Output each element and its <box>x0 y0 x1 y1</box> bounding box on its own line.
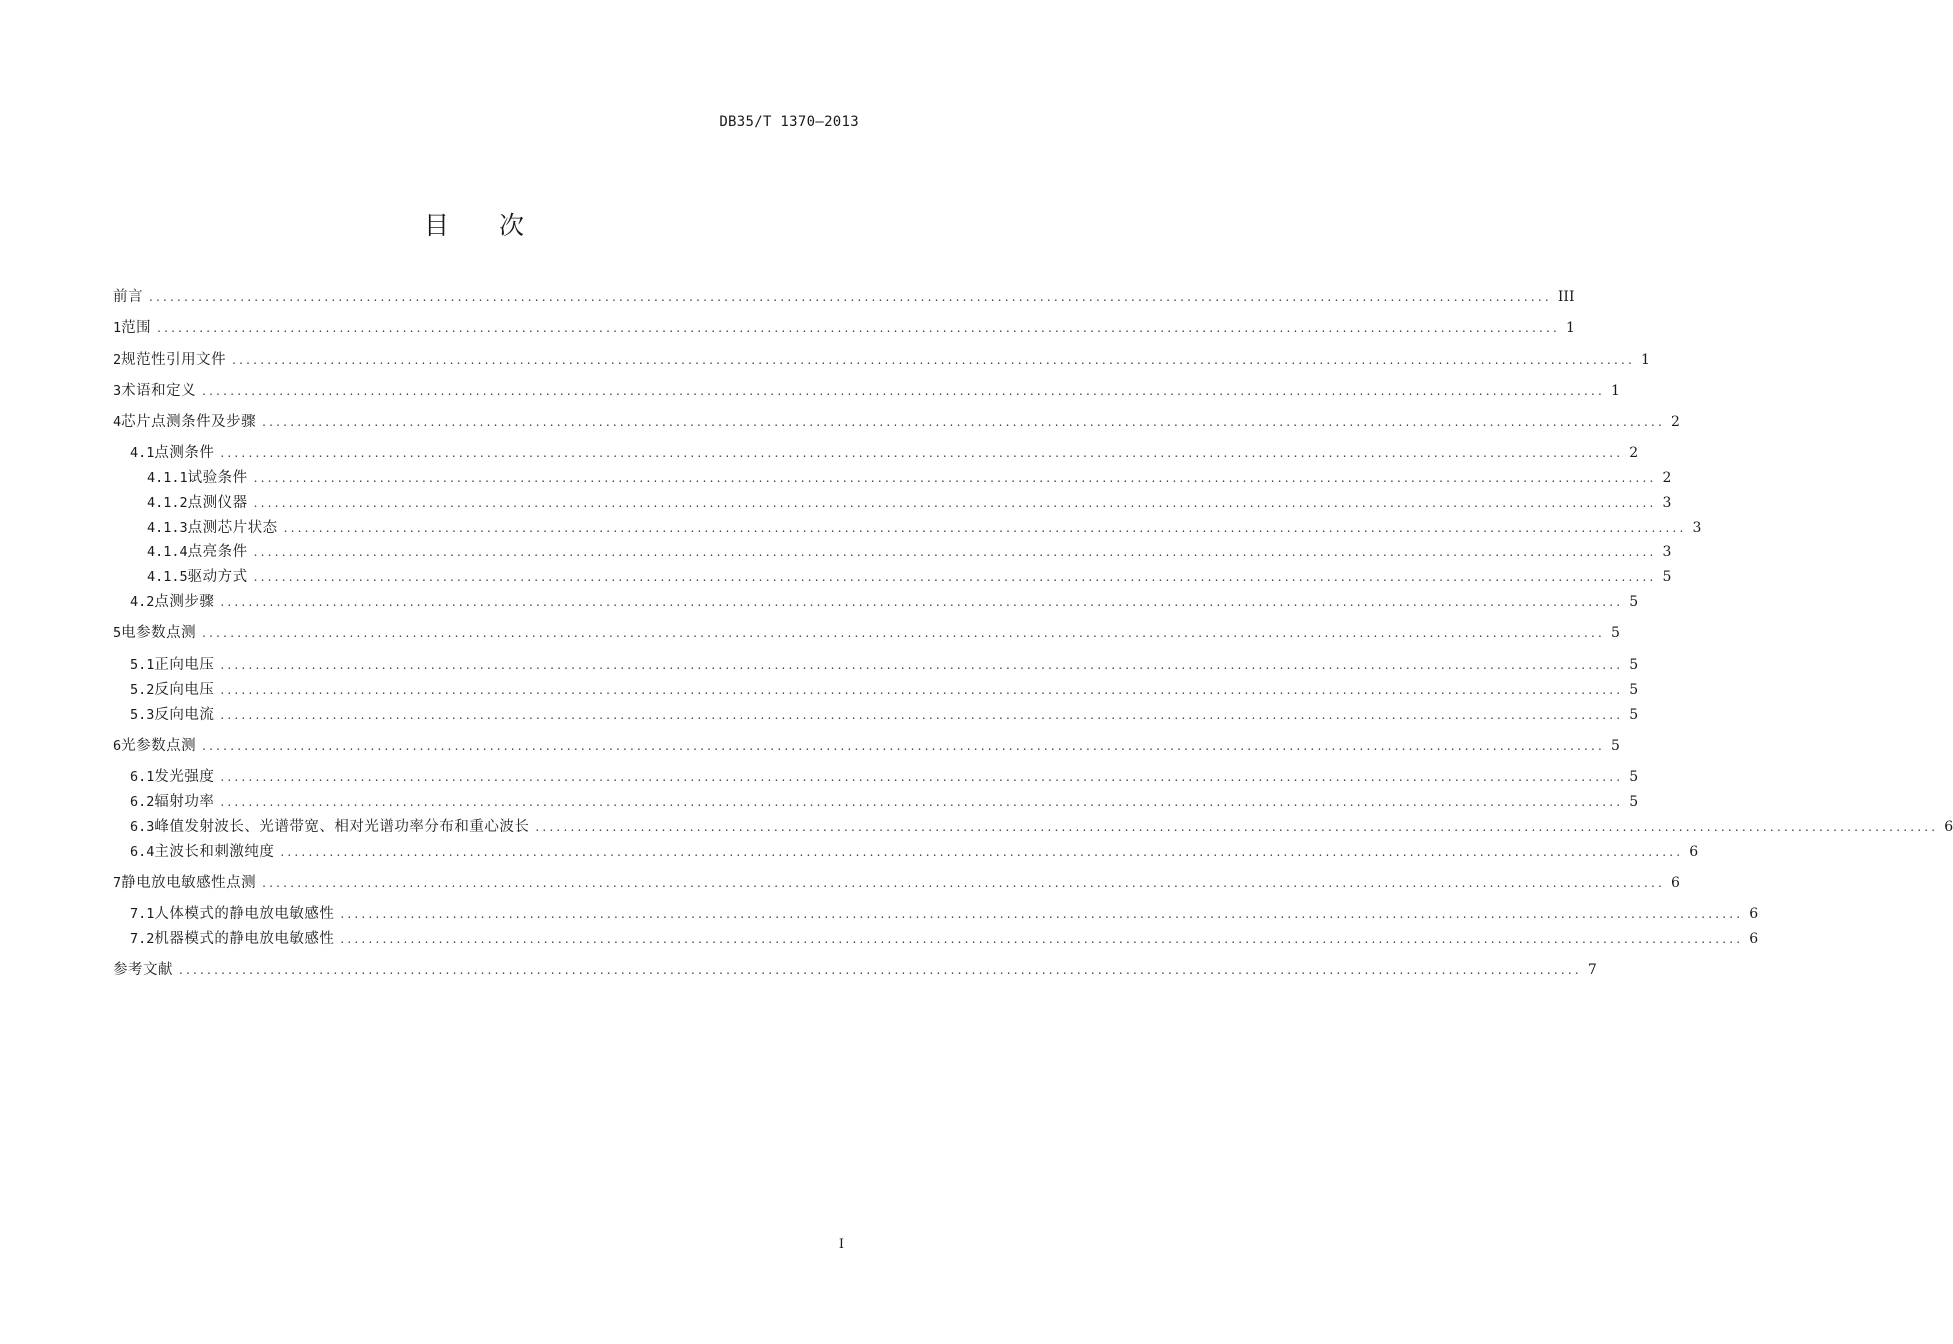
toc-entry-number: 6.3 <box>130 819 155 835</box>
toc-entry-page: III <box>1557 289 1575 305</box>
toc-entry-title: 芯片点测条件及步骤 <box>121 414 257 430</box>
toc-entry-page: 2 <box>1671 414 1680 430</box>
toc-entry-page: 6 <box>1671 875 1680 891</box>
toc-entry[interactable] <box>130 766 1639 788</box>
toc-entry-page: 6 <box>1749 906 1759 922</box>
toc-entry-page: 7 <box>1587 962 1597 978</box>
toc-dot-leader: ........................................................................................................................................................................................................ <box>283 521 1687 535</box>
toc-entry[interactable] <box>147 492 1672 514</box>
toc-entry[interactable] <box>130 679 1639 701</box>
toc-dot-leader: ........................................................................................................................................................................................................ <box>232 353 1636 367</box>
toc-entry-title: 反向电压 <box>154 682 215 698</box>
toc-entry-page: 3 <box>1662 544 1672 560</box>
toc-entry-number: 5 <box>113 625 122 641</box>
toc-entry-page: 5 <box>1629 707 1639 723</box>
toc-entry-page: 6 <box>1749 931 1759 947</box>
toc-entry-page: 5 <box>1611 738 1620 754</box>
toc-entry-number: 7 <box>113 875 122 891</box>
toc-entry-title: 发光强度 <box>154 769 215 785</box>
toc-entry[interactable] <box>130 704 1639 726</box>
toc-entry-number: 7.1 <box>130 906 155 922</box>
toc-entry-number: 4.1.5 <box>147 569 188 585</box>
toc-entry-title: 试验条件 <box>187 470 248 486</box>
toc-entry-page: 5 <box>1629 594 1639 610</box>
toc-dot-leader: ........................................................................................................................................................................................................ <box>202 626 1606 640</box>
toc-entry[interactable] <box>113 349 1650 371</box>
toc-entry[interactable] <box>113 380 1620 402</box>
toc-dot-leader: ........................................................................................................................................................................................................ <box>340 907 1744 921</box>
toc-entry-title: 主波长和刺激纯度 <box>154 844 275 860</box>
toc-entry[interactable] <box>147 541 1672 563</box>
toc-dot-leader: ........................................................................................................................................................................................................ <box>253 471 1657 485</box>
toc-entry[interactable] <box>147 566 1672 588</box>
toc-entry-title: 峰值发射波长、光谱带宽、相对光谱功率分布和重心波长 <box>154 819 530 835</box>
toc-dot-leader: ........................................................................................................................................................................................................ <box>262 876 1666 890</box>
toc-entry-page: 1 <box>1641 352 1650 368</box>
toc-entry[interactable] <box>130 791 1639 813</box>
toc-entry-number: 6.1 <box>130 769 155 785</box>
toc-entry[interactable] <box>130 654 1639 676</box>
toc-entry-page: 5 <box>1629 682 1639 698</box>
toc-dot-leader: ........................................................................................................................................................................................................ <box>340 932 1744 946</box>
toc-dot-leader: ........................................................................................................................................................................................................ <box>157 321 1561 335</box>
toc-entry-page: 5 <box>1629 794 1639 810</box>
toc-dot-leader: ........................................................................................................................................................................................................ <box>535 820 1939 834</box>
toc-entry-number: 4.2 <box>130 594 155 610</box>
toc-entry-number: 6.4 <box>130 844 155 860</box>
toc-entry-number: 4.1.3 <box>147 520 188 536</box>
toc-entry-title: 正向电压 <box>154 657 215 673</box>
toc-entry-title: 光参数点测 <box>121 738 197 754</box>
toc-entry-number: 4 <box>113 414 122 430</box>
toc-dot-leader: ........................................................................................................................................................................................................ <box>220 795 1624 809</box>
toc-entry-number: 6 <box>113 738 122 754</box>
toc-entry-page: 6 <box>1689 844 1699 860</box>
toc-entry-page: 3 <box>1692 520 1702 536</box>
toc-entry-title: 静电放电敏感性点测 <box>121 875 257 891</box>
toc-dot-leader: ........................................................................................................................................................................................................ <box>253 545 1657 559</box>
toc-entry[interactable] <box>113 622 1620 644</box>
toc-entry[interactable] <box>147 467 1672 489</box>
toc-entry-page: 1 <box>1566 320 1575 336</box>
toc-entry[interactable] <box>130 816 1953 838</box>
title-char-1: 目 <box>423 211 451 240</box>
toc-entry[interactable] <box>113 735 1620 757</box>
toc-entry-title: 反向电流 <box>154 707 215 723</box>
toc-entry-number: 4.1.2 <box>147 495 188 511</box>
toc-dot-leader: ........................................................................................................................................................................................................ <box>220 595 1624 609</box>
toc-entry-title: 参考文献 <box>113 962 173 978</box>
document-code: DB35/T 1370—2013 <box>719 114 859 130</box>
toc-entry-title: 规范性引用文件 <box>121 352 227 368</box>
toc-entry[interactable] <box>113 411 1680 433</box>
toc-entry-page: 1 <box>1611 383 1620 399</box>
toc-entry[interactable] <box>113 959 1597 981</box>
toc-dot-leader: ........................................................................................................................................................................................................ <box>202 384 1606 398</box>
toc-entry-title: 人体模式的静电放电敏感性 <box>154 906 335 922</box>
toc-entry-page: 5 <box>1662 569 1672 585</box>
toc-entry-title: 驱动方式 <box>187 569 248 585</box>
toc-entry-title: 点测条件 <box>154 445 215 461</box>
toc-dot-leader: ........................................................................................................................................................................................................ <box>262 415 1666 429</box>
toc-entry-title: 点测步骤 <box>154 594 215 610</box>
toc-entry[interactable] <box>130 442 1639 464</box>
toc-dot-leader: ........................................................................................................................................................................................................ <box>280 845 1684 859</box>
toc-entry-title: 机器模式的静电放电敏感性 <box>154 931 335 947</box>
toc-dot-leader: ........................................................................................................................................................................................................ <box>220 446 1624 460</box>
toc-entry-page: 5 <box>1611 625 1620 641</box>
toc-dot-leader: ........................................................................................................................................................................................................ <box>220 770 1624 784</box>
toc-entry-title: 术语和定义 <box>121 383 197 399</box>
toc-entry-page: 2 <box>1662 470 1672 486</box>
toc-entry-title: 电参数点测 <box>121 625 197 641</box>
toc-entry-page: 5 <box>1629 657 1639 673</box>
toc-dot-leader: ........................................................................................................................................................................................................ <box>253 496 1657 510</box>
toc-dot-leader: ........................................................................................................................................................................................................ <box>220 708 1624 722</box>
toc-dot-leader: ........................................................................................................................................................................................................ <box>220 658 1624 672</box>
toc-entry-number: 4.1.4 <box>147 544 188 560</box>
toc-entry-number: 4.1.1 <box>147 470 188 486</box>
toc-entry-title: 点测仪器 <box>187 495 248 511</box>
toc-entry-page: 6 <box>1944 819 1953 835</box>
toc-entry[interactable] <box>113 317 1575 339</box>
title-char-2: 次 <box>499 211 527 240</box>
toc-entry-number: 2 <box>113 352 122 368</box>
toc-entry-number: 5.3 <box>130 707 155 723</box>
toc-dot-leader: ........................................................................................................................................................................................................ <box>149 290 1552 304</box>
toc-entry-title: 点亮条件 <box>187 544 248 560</box>
toc-entry-title: 辐射功率 <box>154 794 215 810</box>
toc-entry[interactable] <box>130 928 1759 950</box>
toc-entry[interactable] <box>130 841 1699 863</box>
toc-entry-title: 点测芯片状态 <box>187 520 278 536</box>
toc-entry-number: 3 <box>113 383 122 399</box>
toc-entry-page: 3 <box>1662 495 1672 511</box>
toc-entry[interactable] <box>130 903 1759 925</box>
toc-entry-number: 4.1 <box>130 445 155 461</box>
toc-entry-number: 6.2 <box>130 794 155 810</box>
toc-entry-number: 1 <box>113 320 122 336</box>
toc-entry[interactable] <box>113 286 1575 308</box>
toc-entry-title: 前言 <box>113 289 143 305</box>
toc-entry-page: 5 <box>1629 769 1639 785</box>
toc-entry-title: 范围 <box>121 320 152 336</box>
toc-dot-leader: ........................................................................................................................................................................................................ <box>220 683 1624 697</box>
toc-dot-leader: ........................................................................................................................................................................................................ <box>179 963 1582 977</box>
toc-entry[interactable] <box>130 591 1639 613</box>
toc-dot-leader: ........................................................................................................................................................................................................ <box>202 739 1606 753</box>
toc-entry-number: 5.2 <box>130 682 155 698</box>
toc-entry[interactable] <box>147 517 1702 539</box>
toc-dot-leader: ........................................................................................................................................................................................................ <box>253 570 1657 584</box>
page-number: I <box>838 1237 844 1252</box>
toc-entry-page: 2 <box>1629 445 1639 461</box>
toc-entry-number: 5.1 <box>130 657 155 673</box>
toc-entry-number: 7.2 <box>130 931 155 947</box>
toc-entry[interactable] <box>113 872 1680 894</box>
